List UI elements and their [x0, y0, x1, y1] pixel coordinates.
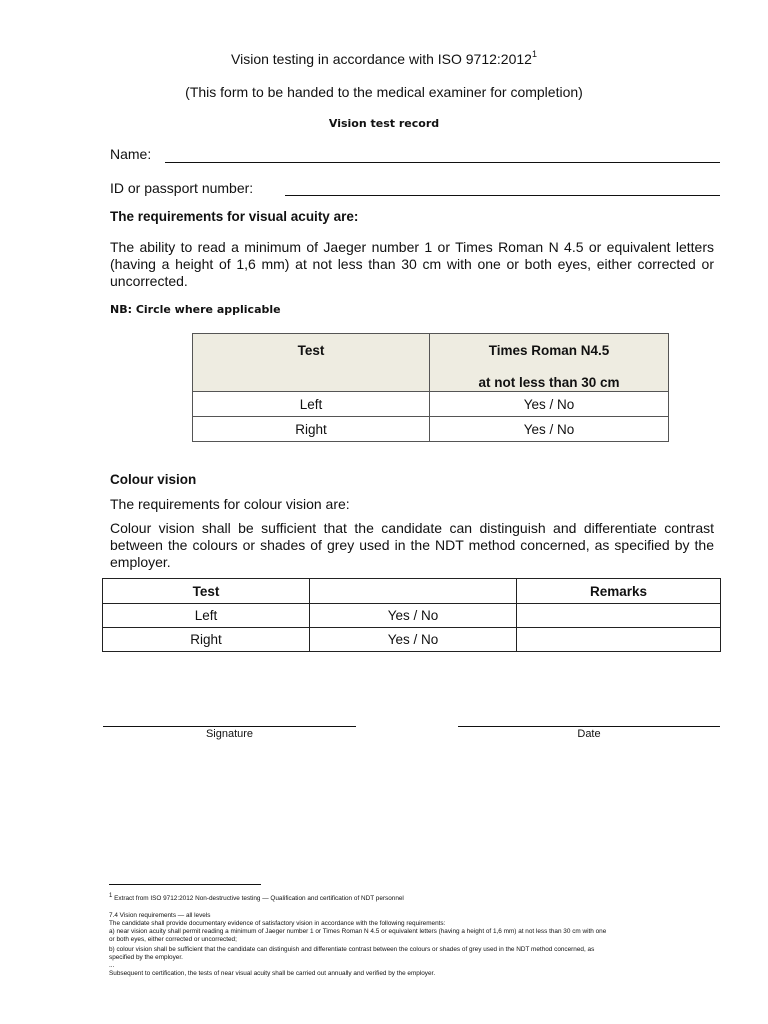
colour-heading: Colour vision: [110, 472, 197, 487]
title-footnote-mark: 1: [531, 49, 537, 59]
colour-intro: The requirements for colour vision are:: [110, 496, 350, 512]
colour-table: [102, 578, 721, 652]
id-field[interactable]: [285, 195, 720, 196]
footnote-mark: 1: [109, 893, 113, 899]
record-title: Vision test record: [328, 117, 440, 130]
name-label: Name:: [110, 146, 152, 162]
id-label: ID or passport number:: [110, 180, 254, 196]
colour-left-label: Left: [103, 604, 310, 628]
date-line[interactable]: [458, 726, 720, 727]
footnote-line: a) near vision acuity shall permit reading a minimum of Jaeger number 1 or Times Roman N 4.5 or equivalent letters (having a height of 1,6 mm) at not less than 30 cm with one: [109, 928, 607, 935]
acuity-left-label: Left: [193, 392, 430, 417]
signature-label: Signature: [205, 728, 254, 740]
table-row: [103, 604, 721, 628]
circle-note: NB: Circle where applicable: [110, 303, 281, 316]
colour-text: Colour vision shall be sufficient that the candidate can distinguish and differentiate contrast between the colours or shades of grey used in the NDT method concerned, as specified by the employer.: [110, 520, 714, 570]
footnote-line: Subsequent to certification, the tests of near visual acuity shall be carried out annually and verified by the employer.: [109, 970, 436, 977]
acuity-table: [192, 333, 669, 442]
footnote-line: specified by the employer.: [109, 954, 183, 961]
colour-left-yes-no[interactable]: Yes / No: [310, 604, 517, 628]
colour-test-header: Test: [103, 579, 310, 604]
title-text: Vision testing in accordance with ISO 9712:2012: [231, 51, 532, 67]
colour-right-label: Right: [103, 628, 310, 652]
acuity-left-yes-no[interactable]: Yes / No: [430, 392, 669, 417]
colour-left-remarks[interactable]: [517, 604, 721, 628]
colour-remarks-header: Remarks: [517, 579, 721, 604]
acuity-heading: The requirements for visual acuity are:: [110, 209, 359, 224]
name-field[interactable]: [165, 162, 720, 163]
footnote-section: 7.4 Vision requirements — all levels: [109, 912, 211, 919]
footnote-line: b) colour vision shall be sufficient that the candidate can distinguish and differentiate contrast between the colours or shades of grey used in the NDT method concerned, as: [109, 946, 595, 953]
footnote-separator: [109, 884, 261, 885]
colour-right-remarks[interactable]: [517, 628, 721, 652]
footnote-line: or both eyes, either corrected or uncorrected;: [109, 936, 237, 943]
footnote-line: ...: [109, 962, 115, 969]
table-row: [193, 392, 669, 417]
document-title: [0, 51, 768, 67]
acuity-text: The ability to read a minimum of Jaeger number 1 or Times Roman N 4.5 or equivalent letters (having a height of 1,6 mm) at not less than 30 cm with one or both eyes, either corrected or uncorrected.: [110, 239, 714, 289]
signature-line[interactable]: [103, 726, 356, 727]
acuity-right-label: Right: [193, 417, 430, 442]
date-label: Date: [577, 728, 601, 740]
footnote-source: [109, 893, 719, 903]
footnote-source-text: Extract from ISO 9712:2012 Non-destructive testing — Qualification and certification of NDT personnel: [114, 895, 404, 903]
acuity-n45-header-line2: at not less than 30 cm: [478, 375, 620, 390]
acuity-right-yes-no[interactable]: Yes / No: [430, 417, 669, 442]
colour-result-header: [310, 579, 517, 604]
footnote-line: The candidate shall provide documentary evidence of satisfactory vision in accordance with the following requirements:: [109, 920, 446, 927]
table-row: [103, 628, 721, 652]
acuity-test-header: Test: [193, 334, 430, 392]
colour-right-yes-no[interactable]: Yes / No: [310, 628, 517, 652]
acuity-n45-header-line1: Times Roman N4.5: [488, 343, 610, 358]
document-subtitle: (This form to be handed to the medical examiner for completion): [185, 84, 583, 100]
acuity-n45-header: [430, 334, 669, 392]
table-row: [193, 417, 669, 442]
